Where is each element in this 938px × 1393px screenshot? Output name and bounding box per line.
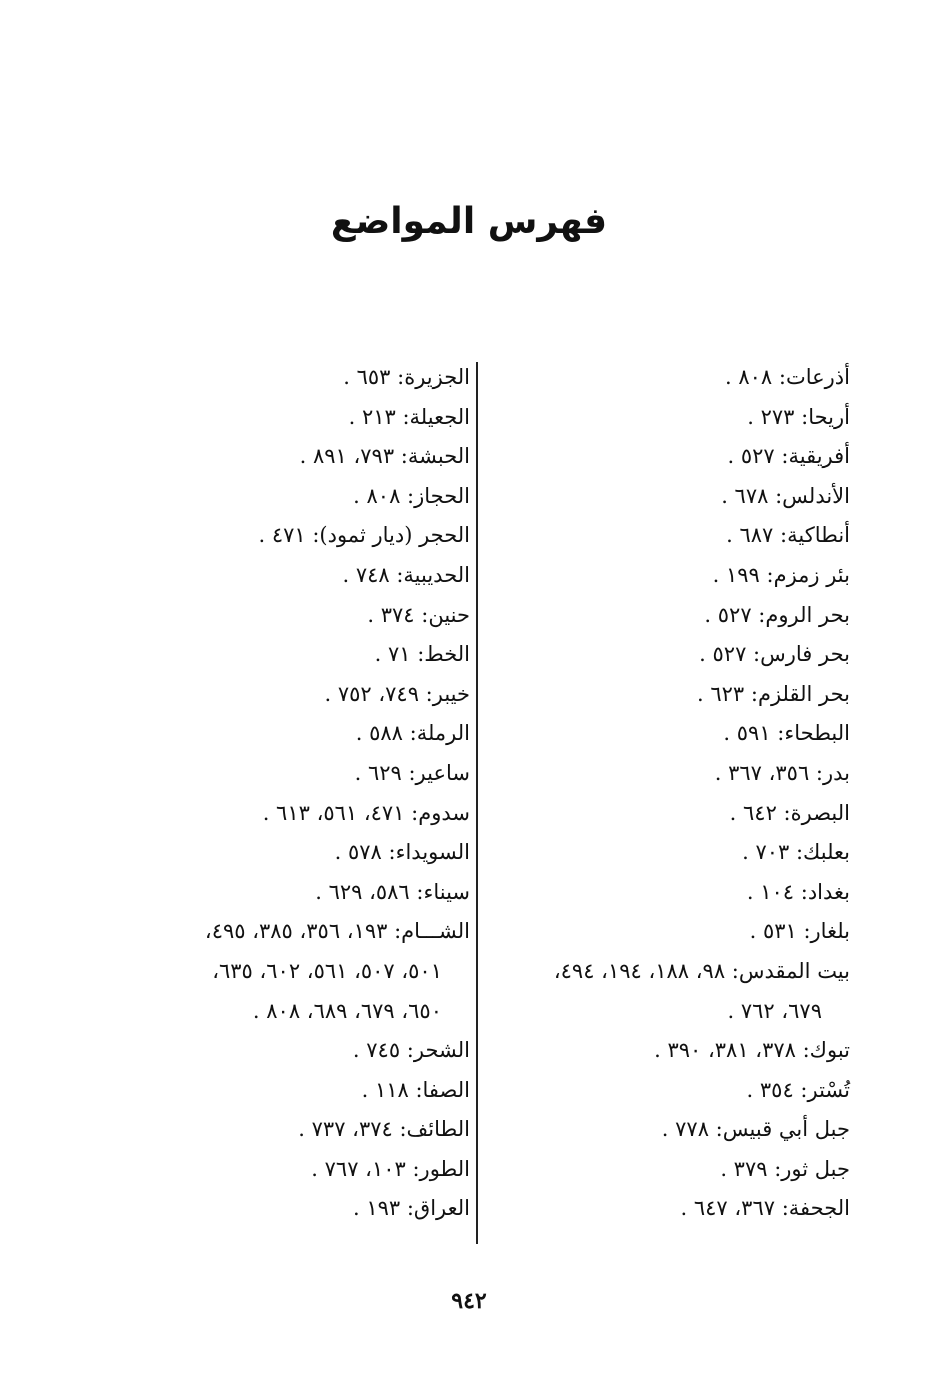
index-entry: أنطاكية: ٦٨٧ . bbox=[726, 523, 850, 548]
index-entry: الشحر: ٧٤٥ . bbox=[352, 1038, 470, 1063]
index-entry: حنين: ٣٧٤ . bbox=[367, 602, 470, 627]
index-entry: خيبر: ٧٤٩، ٧٥٢ . bbox=[324, 681, 470, 706]
index-entry: بئر زمزم: ١٩٩ . bbox=[712, 562, 850, 587]
page-number: ٩٤٢ bbox=[451, 1288, 487, 1314]
index-entry: ساعير: ٦٢٩ . bbox=[354, 760, 470, 785]
index-entry: الحجر (ديار ثمود): ٤٧١ . bbox=[258, 523, 470, 548]
index-entry: جبل ثور: ٣٧٩ . bbox=[720, 1156, 850, 1181]
index-entry: بدر: ٣٥٦، ٣٦٧ . bbox=[714, 760, 850, 785]
index-entry: الحديبية: ٧٤٨ . bbox=[342, 562, 470, 587]
index-entry: الأندلس: ٦٧٨ . bbox=[721, 483, 850, 508]
index-entry: سيناء: ٥٨٦، ٦٢٩ . bbox=[315, 879, 470, 904]
index-entry: الطور: ١٠٣، ٧٦٧ . bbox=[311, 1156, 470, 1181]
index-entry: الشـــام: ١٩٣، ٣٥٦، ٣٨٥، ٤٩٥، bbox=[204, 919, 470, 944]
index-entry: الطائف: ٣٧٤، ٧٣٧ . bbox=[298, 1117, 470, 1142]
index-entry: العراق: ١٩٣ . bbox=[352, 1196, 470, 1221]
index-column-left bbox=[104, 358, 470, 1229]
index-entry: بلغار: ٥٣١ . bbox=[749, 919, 850, 944]
index-entry: الجزيرة: ٦٥٣ . bbox=[343, 365, 470, 389]
index-entry: الصفا: ١١٨ . bbox=[361, 1077, 470, 1102]
index-entry: الجحفة: ٣٦٧، ٦٤٧ . bbox=[680, 1196, 850, 1221]
index-entry: بحر القلزم: ٦٢٣ . bbox=[696, 681, 850, 706]
index-entry: بحر فارس: ٥٢٧ . bbox=[699, 642, 850, 667]
index-entry: تبوك: ٣٧٨، ٣٨١، ٣٩٠ . bbox=[654, 1038, 850, 1063]
index-entry: جبل أبي قبيس: ٧٧٨ . bbox=[661, 1117, 850, 1142]
index-entry: الرملة: ٥٨٨ . bbox=[355, 721, 470, 746]
index-entry: الجعيلة: ٢١٣ . bbox=[348, 404, 470, 429]
column-divider bbox=[476, 362, 478, 1244]
index-entry-continuation: ٦٧٩، ٧٦٢ . bbox=[727, 998, 822, 1023]
index-entry-continuation: ٥٠١، ٥٠٧، ٥٦١، ٦٠٢، ٦٣٥، bbox=[212, 958, 442, 983]
index-entry: الخط: ٧١ . bbox=[374, 642, 470, 667]
index-entry: السويداء: ٥٧٨ . bbox=[334, 840, 470, 865]
index-entry: سدوم: ٤٧١، ٥٦١، ٦١٣ . bbox=[262, 800, 470, 825]
page-title: فهرس المواضع bbox=[330, 201, 608, 242]
index-entry: بيت المقدس: ٩٨، ١٨٨، ١٩٤، ٤٩٤، bbox=[553, 958, 850, 983]
index-entry: أذرعات: ٨٠٨ . bbox=[725, 365, 850, 389]
index-entry: الحبشة: ٧٩٣، ٨٩١ . bbox=[299, 444, 470, 469]
index-entry-continuation: ٦٥٠، ٦٧٩، ٦٨٩، ٨٠٨ . bbox=[252, 998, 442, 1023]
index-entry: الحجاز: ٨٠٨ . bbox=[353, 483, 470, 508]
index-entry: أريحا: ٢٧٣ . bbox=[747, 404, 850, 429]
index-entry: أفريقية: ٥٢٧ . bbox=[727, 444, 850, 469]
index-entry: بغداد: ١٠٤ . bbox=[746, 879, 850, 904]
index-column-right bbox=[490, 358, 850, 1229]
index-entry: البصرة: ٦٤٢ . bbox=[729, 800, 850, 825]
index-entry: بعلبك: ٧٠٣ . bbox=[742, 840, 850, 865]
index-entry: البطحاء: ٥٩١ . bbox=[723, 721, 850, 746]
index-entry: تُسْتر: ٣٥٤ . bbox=[746, 1077, 850, 1102]
index-entry: بحر الروم: ٥٢٧ . bbox=[704, 602, 850, 627]
